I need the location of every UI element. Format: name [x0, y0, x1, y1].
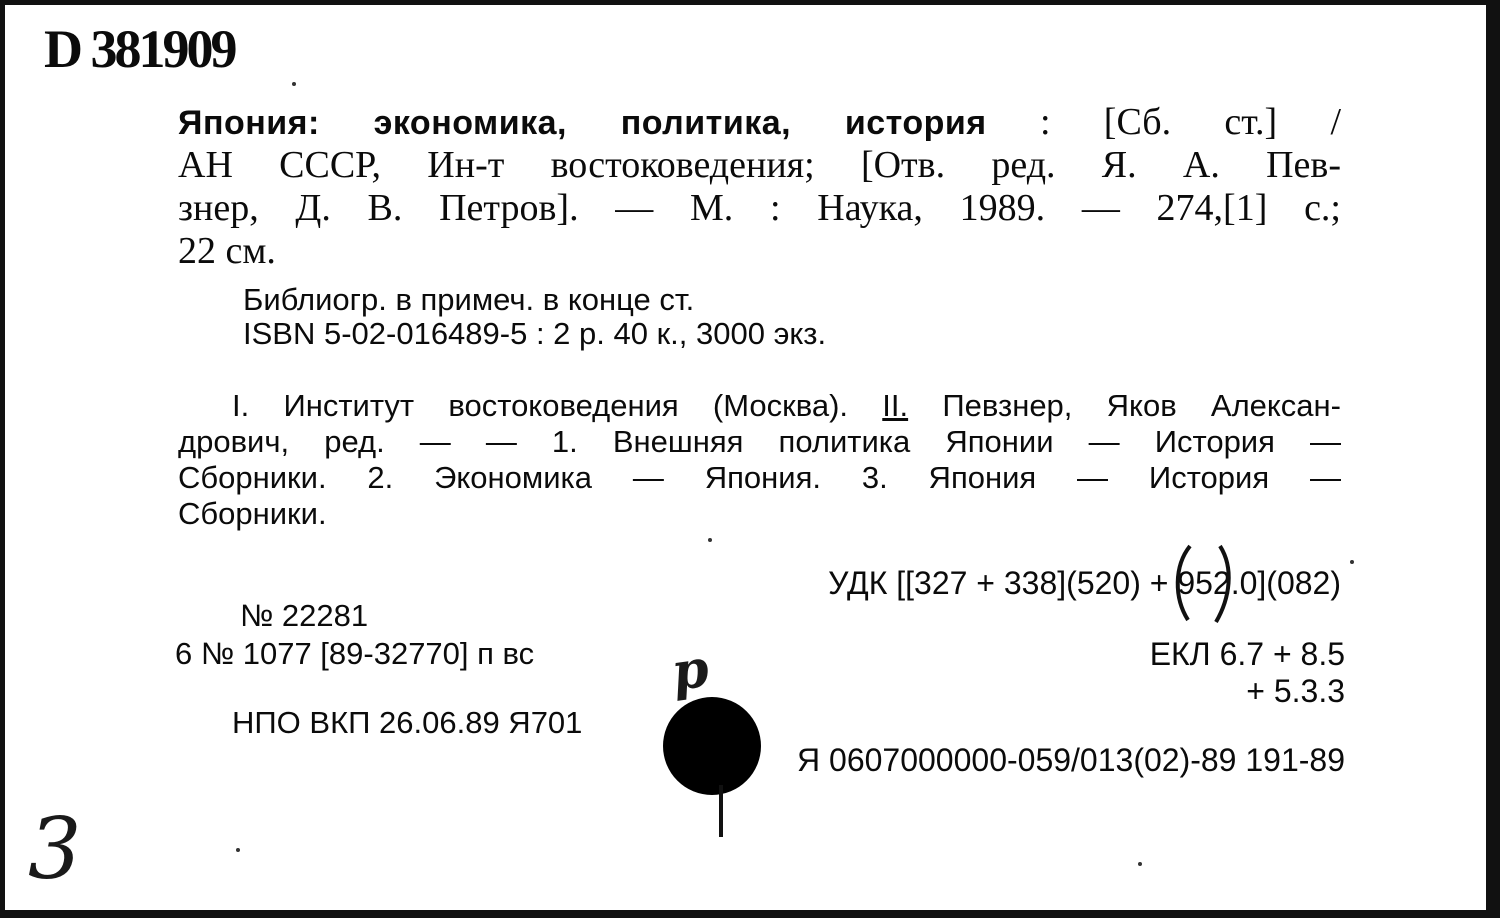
card-border-bottom: [0, 910, 1500, 918]
ekl-line-2: + 5.3.3: [1246, 673, 1345, 709]
tracing-line-1-a: I. Институт востоковедения (Москва).: [232, 388, 883, 423]
main-entry-line-4: 22 см.: [178, 230, 276, 272]
ink-speck: [708, 538, 712, 542]
tracing-line-1: [232, 388, 1341, 424]
ekl-line-1: ЕКЛ 6.7 + 8.5: [1149, 636, 1345, 672]
card-border-right: [1486, 0, 1500, 918]
order-line: 6 № 1077 [89-32770] п вс: [175, 636, 535, 671]
udc-code: УДК [[327 + 338](520) + 952.0](082): [828, 565, 1341, 601]
call-number: D 381909: [44, 19, 235, 79]
card-border-left: [0, 0, 5, 918]
main-entry-line-1-rest: : [Сб. ст.] /: [1039, 101, 1342, 143]
handwritten-letter: р: [667, 637, 713, 704]
ink-speck: [1138, 862, 1142, 866]
main-entry-line-3: знер, Д. В. Петров]. — М. : Наука, 1989. — 274,[1] с.;: [178, 187, 1341, 229]
main-entry-line-2: АН СССР, Ин-т востоковедения; [Отв. ред. Я. А. Пев-: [178, 144, 1341, 186]
ink-speck: [1350, 560, 1354, 564]
tracing-line-2: дрович, ред. — — 1. Внешняя политика Японии — История —: [178, 424, 1341, 459]
record-number: № 22281: [240, 598, 369, 633]
handwritten-parentheses-mark: [1168, 542, 1238, 626]
tracing-line-3: Сборники. 2. Экономика — Япония. 3. Япония — История —: [178, 460, 1341, 495]
bibliography-note: Библиогр. в примеч. в конце ст.: [243, 282, 695, 317]
main-entry-line-1: [178, 100, 1341, 144]
isbn-note: ISBN 5-02-016489-5 : 2 р. 40 к., 3000 экз.: [243, 316, 827, 351]
tracing-roman-two: II.: [882, 388, 909, 423]
handwritten-number: 3: [28, 800, 82, 898]
ink-speck: [236, 848, 240, 852]
book-title: Япония: экономика, политика, история: [178, 104, 987, 142]
ink-speck: [292, 82, 296, 86]
punched-hole-dot: [663, 697, 761, 795]
publication-index-line: Я 0607000000-059/013(02)-89 191-89: [797, 742, 1345, 778]
tracing-line-4: Сборники.: [178, 496, 327, 531]
handwritten-stroke: [719, 785, 723, 837]
npo-line: НПО ВКП 26.06.89 Я701: [232, 705, 583, 740]
card-border-top: [0, 0, 1500, 5]
tracing-line-1-b: Певзнер, Яков Алексан-: [908, 388, 1341, 423]
